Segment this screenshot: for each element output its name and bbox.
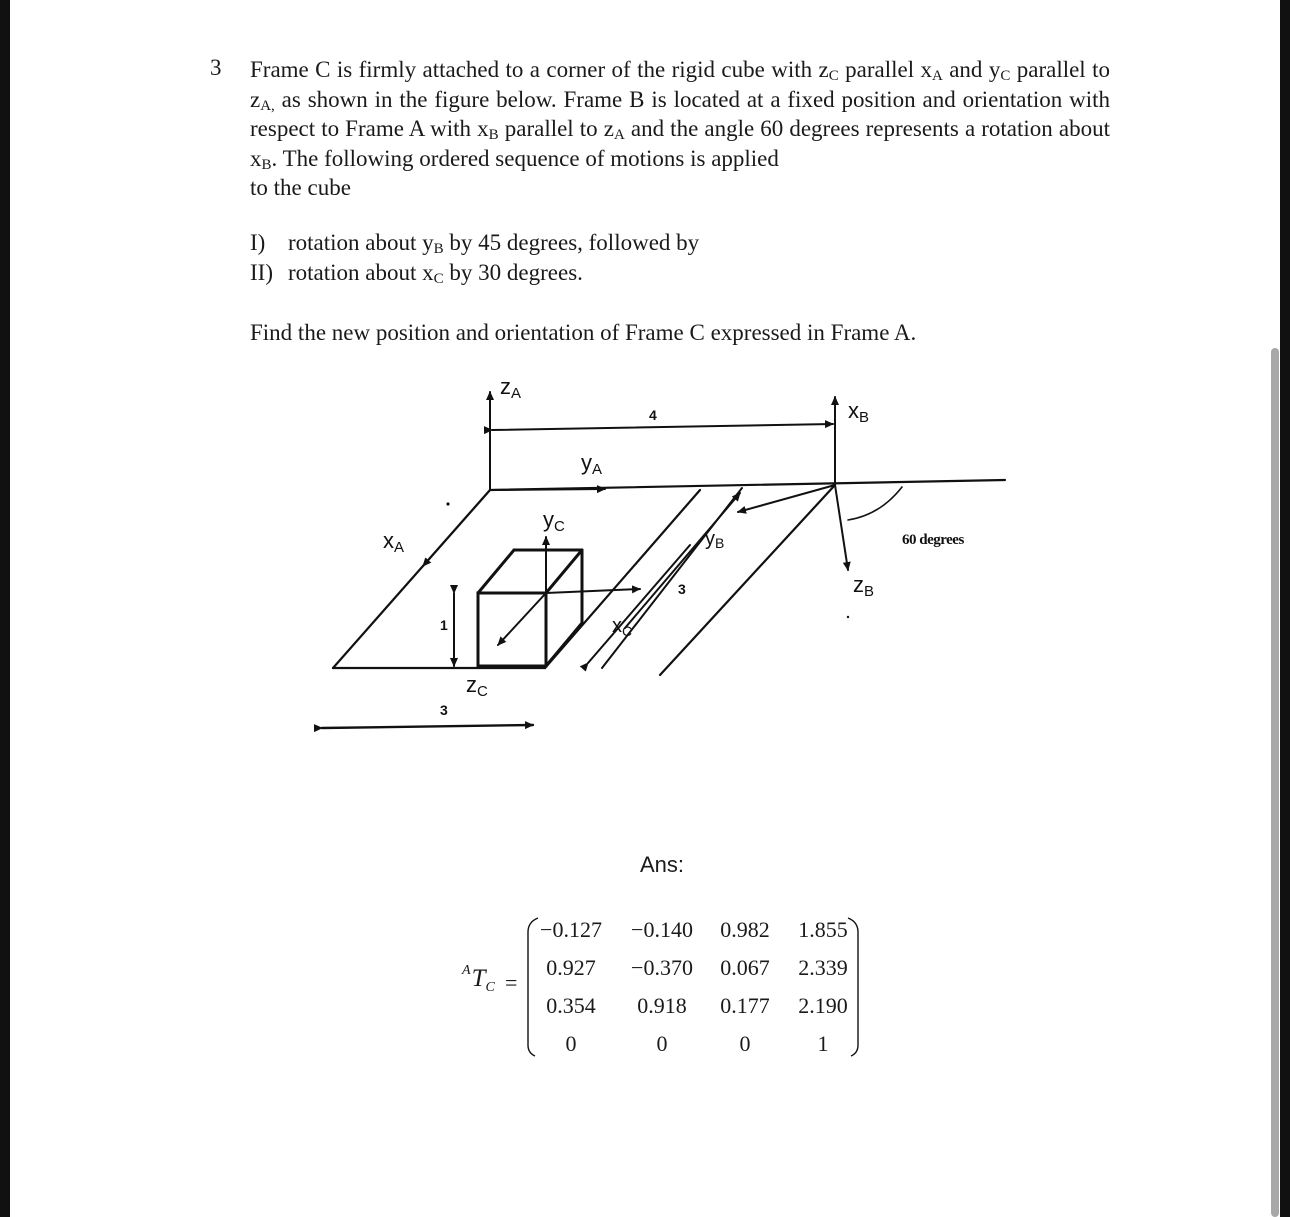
question-number: 3 bbox=[210, 55, 222, 80]
matrix-cell: 0.354 bbox=[546, 993, 596, 1018]
xc-label: $x_C$ bbox=[612, 615, 633, 639]
ya-label: yA bbox=[581, 450, 603, 478]
find-instruction: Find the new position and orientation of Frame C expressed in Frame A. bbox=[250, 320, 917, 345]
matrix-cell: 0 bbox=[739, 1031, 751, 1056]
matrix-cell: 1.855 bbox=[798, 917, 848, 942]
matrix-cell: 0.982 bbox=[720, 917, 770, 942]
matrix-cell: 0 bbox=[656, 1031, 668, 1056]
dimension-3-bottom-label: 3 bbox=[440, 702, 448, 718]
answer-label: Ans: bbox=[640, 852, 685, 877]
matrix-cell: 1 bbox=[817, 1031, 829, 1056]
problem-statement: Frame C is firmly attached to a corner of the rigid cube with $z_C$ parallel $x_A$ and $y_C$ parallel to $z_{A,}$ as shown in the figure below. Frame B is located at a fixed position and orientation with respect to Frame A with $x_B$ parallel to $z_A$ and the angle 60 degrees represents a rotation about $x_B$. The following ordered sequence of motions is applied to the cube bbox=[250, 57, 1110, 200]
matrix-cell: 0.177 bbox=[720, 993, 770, 1018]
zb-label: zB bbox=[853, 572, 875, 600]
matrix-cell: −0.370 bbox=[631, 955, 693, 980]
matrix-cell: 0 bbox=[565, 1031, 577, 1056]
yc-label: yC bbox=[543, 507, 565, 535]
za-label: zA bbox=[500, 374, 522, 402]
matrix-cell: 2.339 bbox=[798, 955, 848, 980]
matrix-cell: −0.127 bbox=[540, 917, 602, 942]
motion-item-1: I) rotation about $y_B$ by 45 degrees, followed by bbox=[250, 230, 700, 257]
angle-label: 60 degrees bbox=[902, 532, 964, 548]
matrix-cell: 2.190 bbox=[798, 993, 848, 1018]
zc-label: zC bbox=[466, 672, 488, 700]
dimension-4-label: 4 bbox=[649, 407, 657, 423]
matrix-cell: −0.140 bbox=[631, 917, 693, 942]
motion-item-2: II) rotation about $x_C$ by 30 degrees. bbox=[250, 260, 583, 287]
equals-sign: = bbox=[505, 970, 518, 995]
xb-label: xB bbox=[848, 398, 870, 426]
matrix-cell: 0.927 bbox=[546, 955, 596, 980]
yb-label: yB bbox=[705, 528, 725, 551]
dimension-1-label: 1 bbox=[440, 617, 448, 633]
xa-label: xA bbox=[383, 528, 405, 556]
dimension-3-slanted-label: 3 bbox=[678, 581, 686, 597]
matrix-cell: 0.067 bbox=[720, 955, 770, 980]
matrix-cell: 0.918 bbox=[637, 993, 687, 1018]
transform-symbol: $^AT_C$ bbox=[462, 963, 495, 995]
